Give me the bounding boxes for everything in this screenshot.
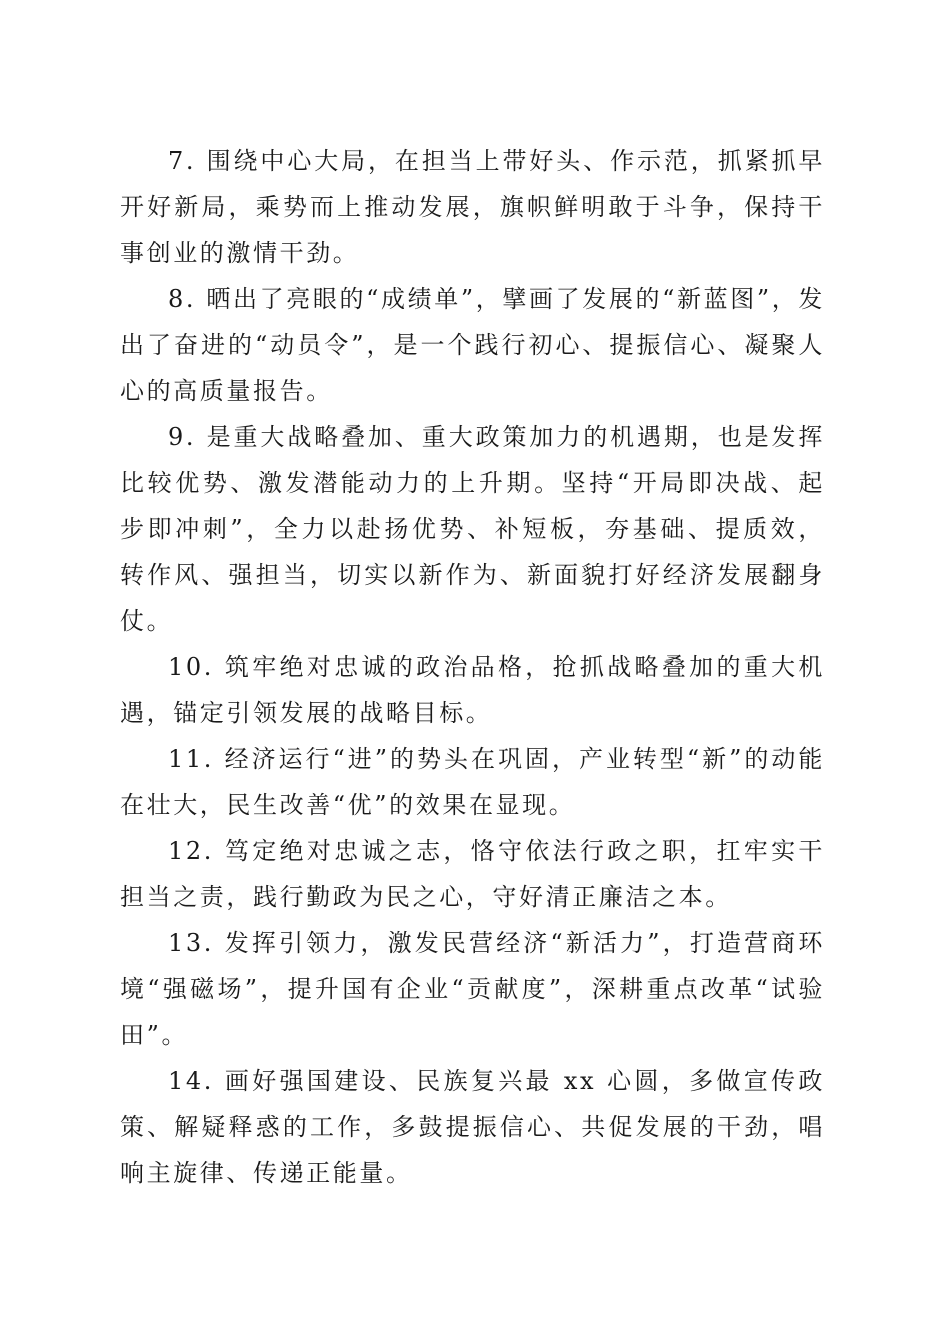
paragraph-9: 9. 是重大战略叠加、重大政策加力的机遇期，也是发挥比较优势、激发潜能动力的上升期。坚持“开局即决战、起步即冲刺”，全力以赴扬优势、补短板，夯基础、提质效，转作风、强担当，切实以新作为、新面貌打好经济发展翻身仗。	[120, 423, 825, 635]
paragraph-8: 8. 晒出了亮眼的“成绩单”，擘画了发展的“新蓝图”，发出了奋进的“动员令”，是一个践行初心、提振信心、凝聚人心的高质量报告。	[120, 285, 825, 405]
paragraph-13: 13. 发挥引领力，激发民营经济“新活力”，打造营商环境“强磁场”，提升国有企业“贡献度”，深耕重点改革“试验田”。	[120, 929, 825, 1049]
paragraph-11: 11. 经济运行“进”的势头在巩固，产业转型“新”的动能在壮大，民生改善“优”的效果在显现。	[120, 745, 825, 819]
paragraph-14: 14. 画好强国建设、民族复兴最 xx 心圆，多做宣传政策、解疑释惑的工作，多鼓提振信心、共促发展的干劲，唱响主旋律、传递正能量。	[120, 1067, 825, 1187]
paragraph-12: 12. 笃定绝对忠诚之志，恪守依法行政之职，扛牢实干担当之责，践行勤政为民之心，守好清正廉洁之本。	[120, 837, 825, 911]
paragraph-7: 7. 围绕中心大局，在担当上带好头、作示范，抓紧抓早开好新局，乘势而上推动发展，旗帜鲜明敢于斗争，保持干事创业的激情干劲。	[120, 147, 825, 267]
paragraph-10: 10. 筑牢绝对忠诚的政治品格，抢抓战略叠加的重大机遇，锚定引领发展的战略目标。	[120, 653, 825, 727]
document-body	[120, 138, 825, 1196]
